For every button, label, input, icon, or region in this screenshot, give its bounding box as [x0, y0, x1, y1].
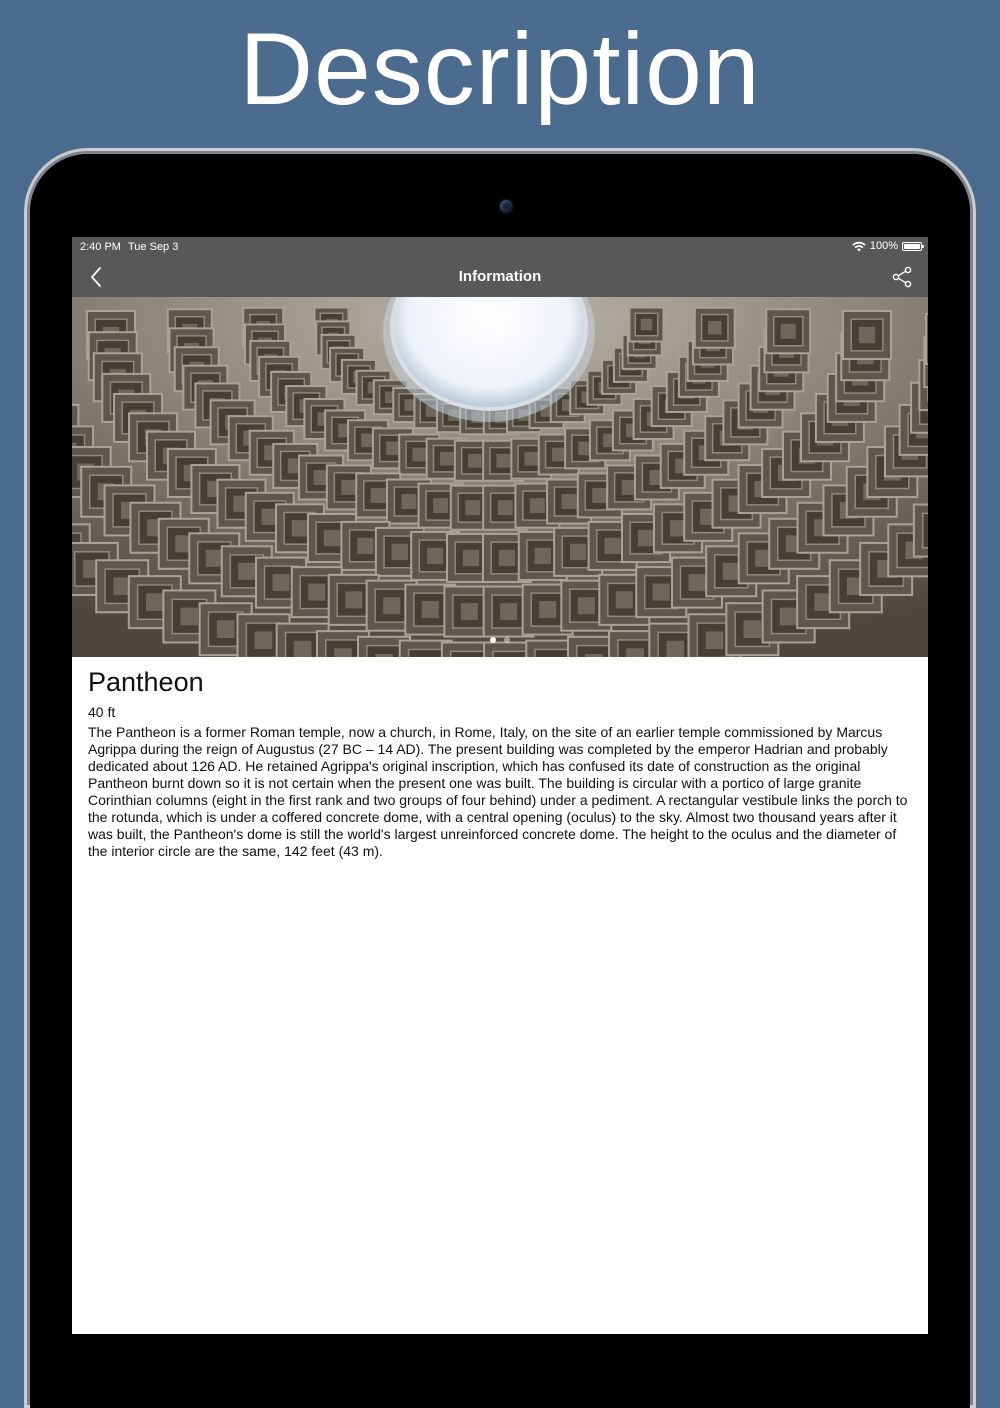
dome-coffer [843, 311, 891, 359]
dome-coffer [766, 309, 810, 353]
status-indicators [852, 240, 922, 252]
gallery-page-indicator[interactable] [72, 637, 928, 647]
dome-coffer [914, 505, 928, 557]
dome-coffer [695, 308, 735, 348]
battery-percentage: 100% [870, 240, 898, 252]
place-height: 40 ft [88, 703, 914, 721]
place-photo[interactable] [72, 297, 928, 657]
dome-coffer [926, 314, 928, 364]
place-description: The Pantheon is a former Roman temple, now a church, in Rome, Italy, on the site of an earlier temple commissioned by Marcus Agrippa during the reign of Augustus (27 BC – 14 AD). The present building was completed by the emperor Hadrian and probably dedicated about 126 AD. He retained Agrippa's original inscription, which has confused its date of construction as the original Pantheon burnt down so it is not certain when the present one was built. The building is circular with a portico of large granite Corinthian columns (eight in the first rank and two groups of four behind) under a pediment. A rectangular vestibule links the porch to the rotunda, which is under a coffered concrete dome, with a central opening (oculus) to the sky. Almost two thousand years after it was built, the Pantheon's dome is still the world's largest unreinforced concrete dome. The height to the oculus and the diameter of the interior circle are the same, 142 feet (43 m). [88, 724, 914, 860]
share-icon [888, 263, 916, 291]
pantheon-dome-image [72, 297, 928, 657]
share-button[interactable] [888, 263, 916, 291]
page-dot[interactable] [490, 637, 496, 643]
dome-coffer [630, 308, 664, 342]
status-bar [72, 237, 928, 257]
status-date: Tue Sep 3 [128, 241, 178, 253]
navigation-bar [72, 257, 928, 297]
status-time: 2:40 PM [80, 241, 121, 253]
place-name: Pantheon [88, 665, 914, 699]
place-details [88, 665, 914, 860]
page-title: Information [72, 257, 928, 297]
promo-title: Description [0, 14, 1000, 124]
page-dot[interactable] [504, 637, 510, 643]
app-screen [72, 237, 928, 1334]
wifi-icon [852, 241, 866, 252]
front-camera [500, 200, 512, 212]
battery-icon [902, 242, 922, 251]
